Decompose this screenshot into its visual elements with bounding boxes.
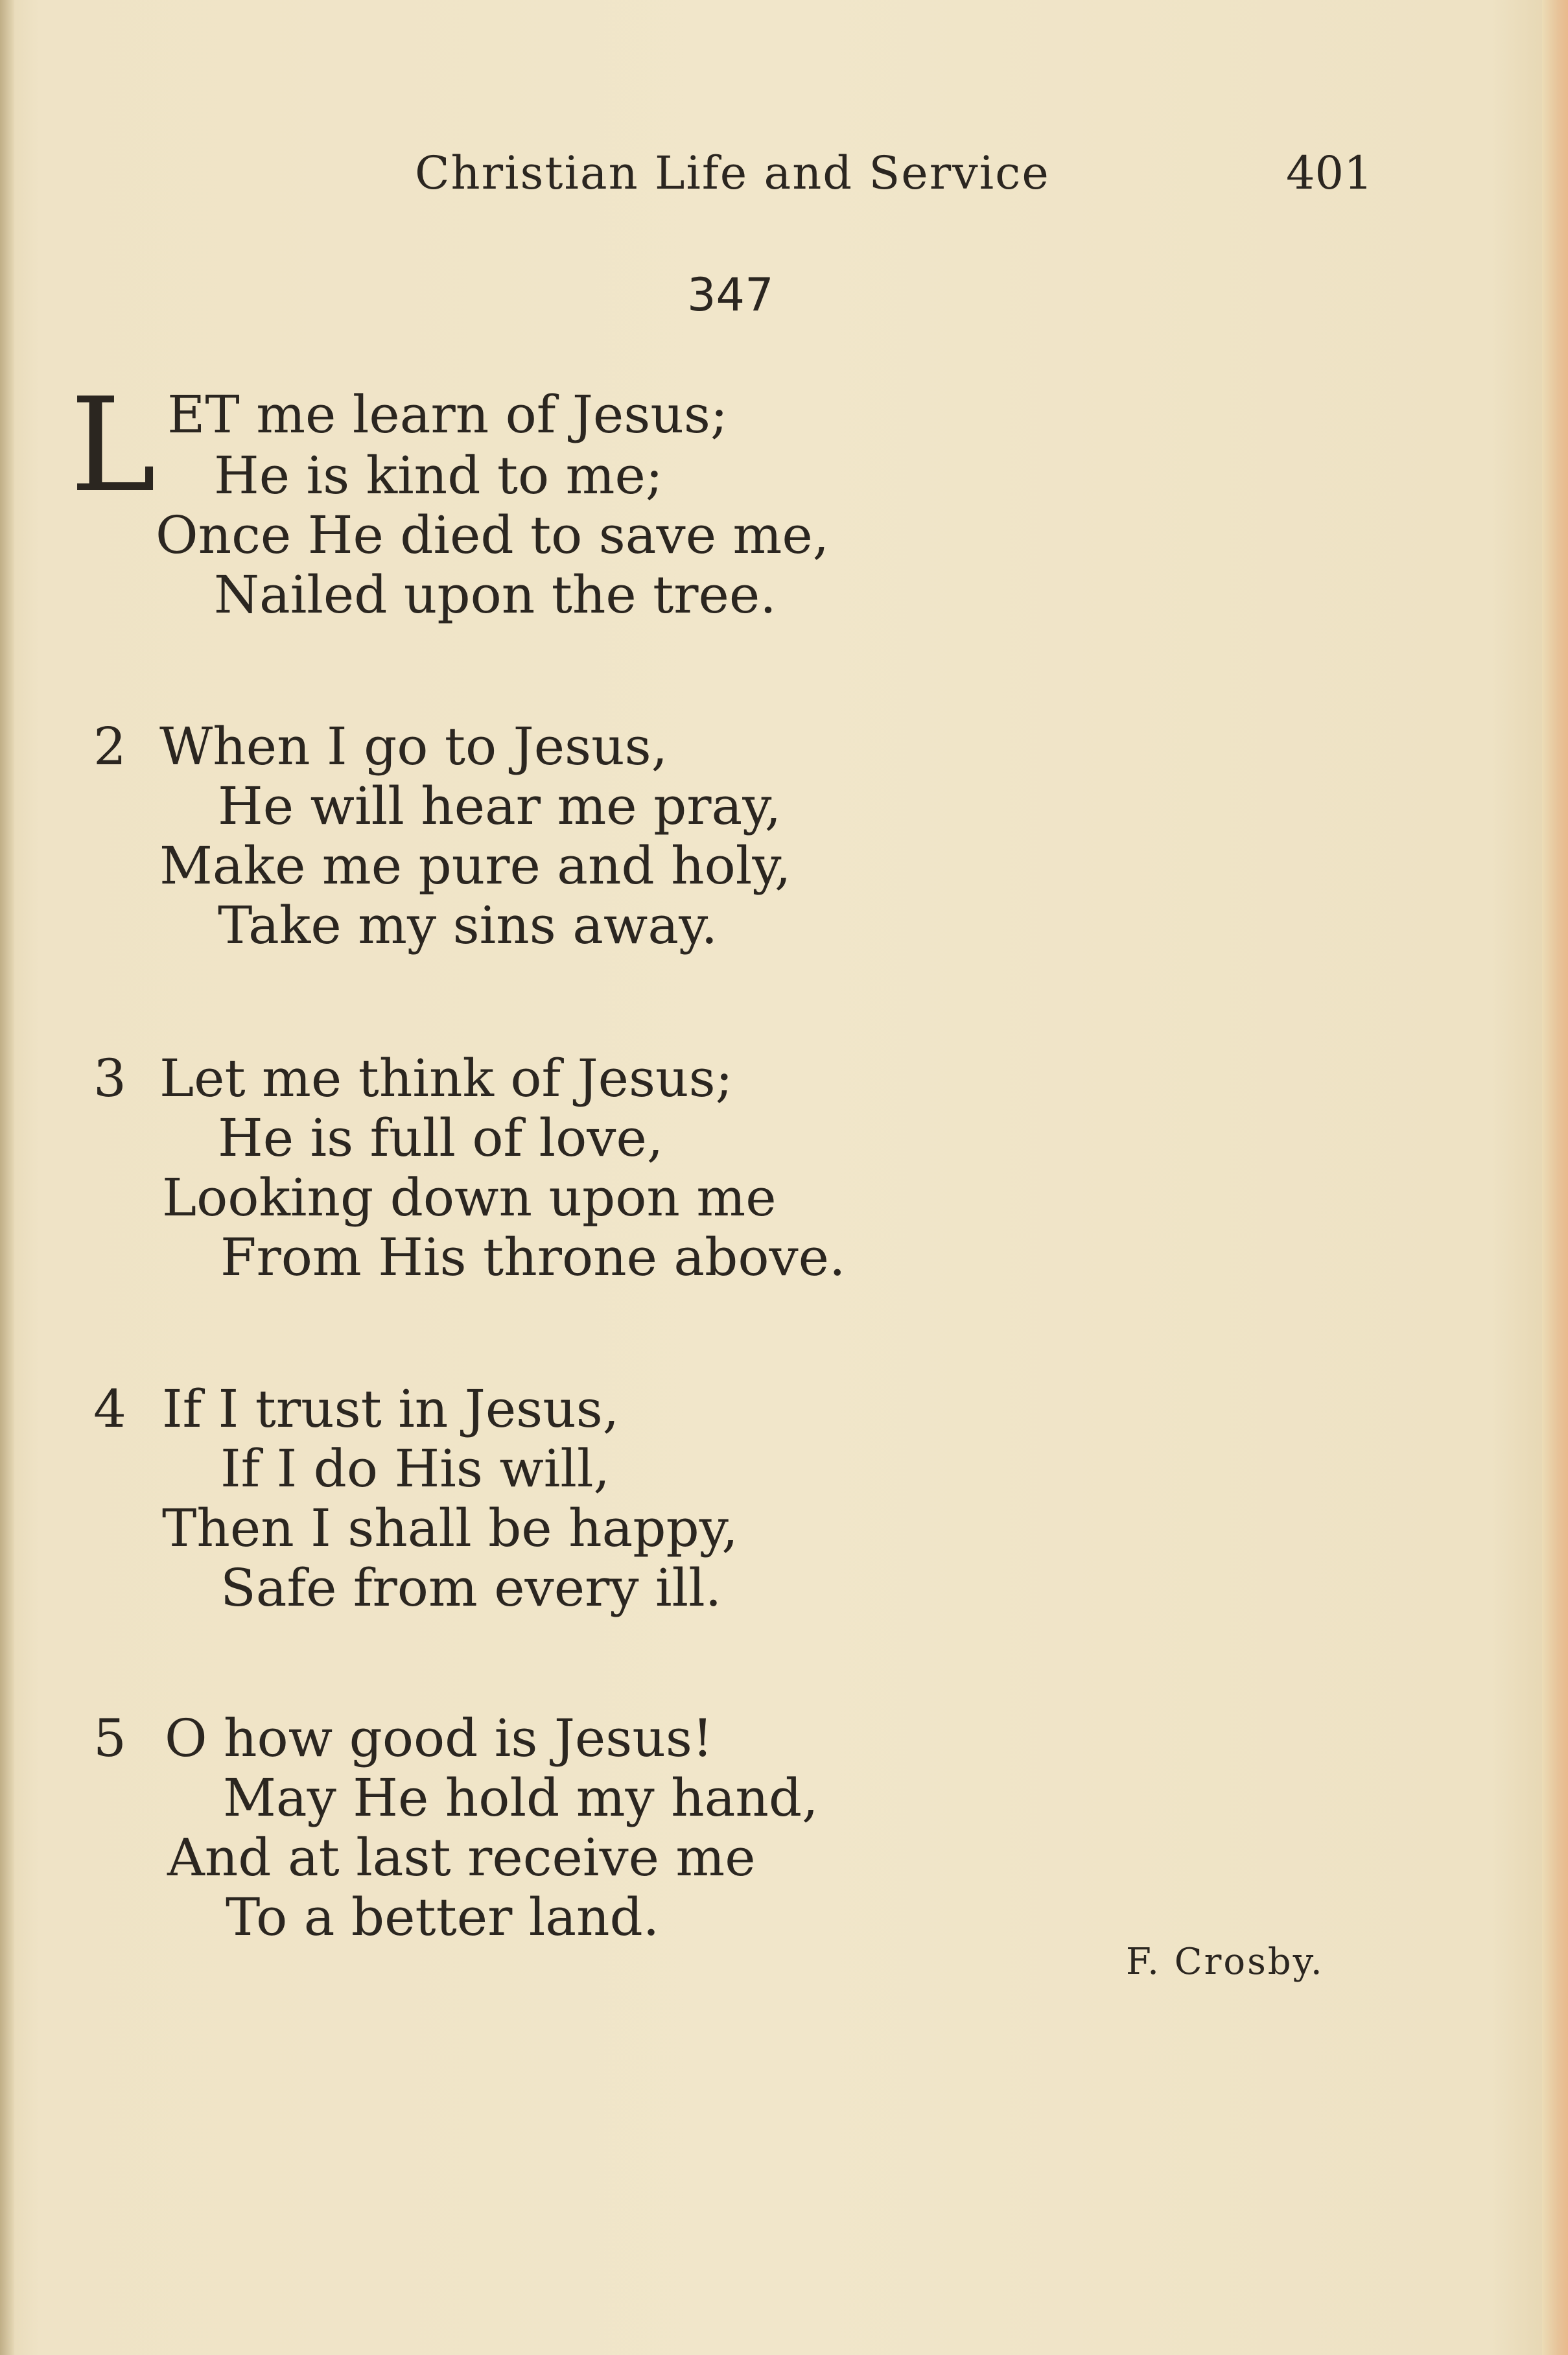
stanza-line: When I go to Jesus, [159, 716, 668, 777]
stanza-line: O how good is Jesus! [165, 1708, 714, 1768]
stanza-line: He will hear me pray, [218, 776, 782, 836]
stanza-line: To a better land. [226, 1887, 660, 1947]
stanza-number: 2 [93, 716, 126, 777]
stanza-line: Make me pure and holy, [159, 836, 791, 896]
author-credit: F. Crosby. [1126, 1941, 1324, 1983]
stanza-line: May He hold my hand, [223, 1768, 819, 1828]
running-head: Christian Life and Service [415, 146, 1050, 200]
stanza-number: 4 [93, 1379, 126, 1439]
stanza-line: He is full of love, [218, 1108, 664, 1168]
page-number: 401 [1286, 146, 1373, 200]
stanza-line: ET me learn of Jesus; [167, 384, 728, 445]
binding-shadow [0, 0, 14, 2355]
stanza-line: From His throne above. [220, 1227, 846, 1287]
stanza-line: If I trust in Jesus, [162, 1379, 620, 1439]
page-edge [1542, 0, 1568, 2355]
drop-cap: L [70, 370, 156, 521]
stanza-line: Then I shall be happy, [162, 1498, 738, 1558]
stanza-line: Let me think of Jesus; [159, 1048, 733, 1108]
stanza-line: Nailed upon the tree. [214, 565, 777, 625]
hymn-number: 347 [687, 268, 774, 322]
stanza-number: 5 [93, 1708, 126, 1768]
stanza-line: Safe from every ill. [220, 1558, 722, 1618]
stanza-line: Once He died to save me, [156, 505, 830, 565]
stanza-line: He is kind to me; [214, 445, 663, 506]
stanza-line: If I do His will, [220, 1438, 610, 1499]
stanza-line: Looking down upon me [162, 1167, 777, 1228]
stanza-number: 3 [93, 1048, 126, 1108]
stanza-line: Take my sins away. [218, 895, 718, 955]
stanza-line: And at last receive me [167, 1827, 756, 1888]
